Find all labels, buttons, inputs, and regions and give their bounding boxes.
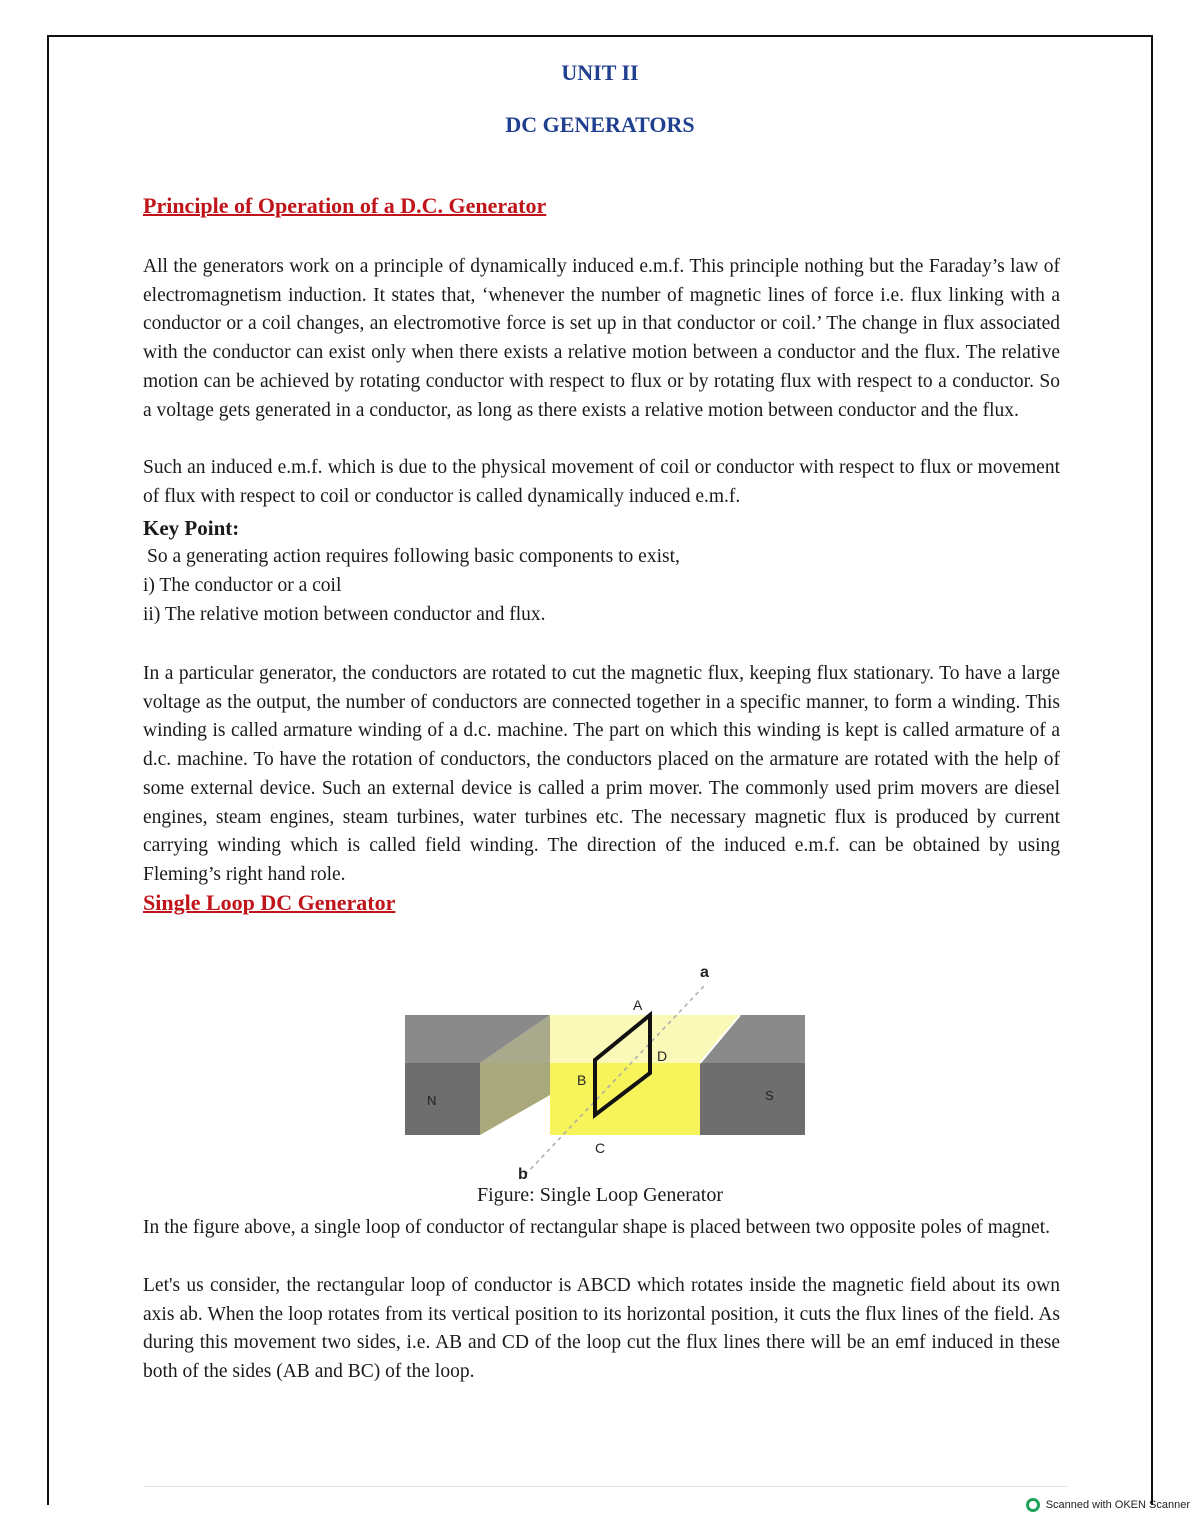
- section-heading-principle: Principle of Operation of a D.C. Generator: [143, 193, 547, 218]
- key-point-label: Key Point:: [143, 516, 240, 540]
- scanner-text: Scanned with OKEN Scanner: [1045, 1499, 1190, 1511]
- label-axis-a: a: [700, 964, 709, 981]
- paragraph-dynamic-emf: Such an induced e.m.f. which is due to the physical movement of coil or conductor with respect to flux or movement of flux with respect to coil or conductor is called dynamically induced e.m.f.: [143, 457, 1060, 507]
- label-n: N: [427, 1093, 437, 1108]
- single-loop-generator-figure: [395, 955, 815, 1185]
- key-point-intro: So a generating action requires following basic components to exist,: [147, 546, 680, 567]
- unit-title: UNIT II: [561, 60, 639, 85]
- paragraph-loop-rotation: Let's us consider, the rectangular loop of conductor is ABCD which rotates inside the magnetic field about its own axis ab. When the loop rotates from its vertical position to its horizontal position, it cuts the flux lines of the field. As during this movement two sides, i.e. AB and CD of the loop cut the flux lines there will be an emf induced in these both of the sides (AB and BC) of the loop.: [143, 1275, 1060, 1383]
- paragraph-armature: In a particular generator, the conductors are rotated to cut the magnetic flux, keeping flux stationary. To have a large voltage as the output, the number of conductors are connected together in a specific manner, to form a winding. This winding is called armature winding of a d.c. machine. The part on which this winding is kept is called armature of a d.c. machine. To have the rotation of conductors, the conductors placed on the armature are rotated with the help of some external device. Such an external device is called a prim mover. The commonly used prim movers are diesel engines, steam engines, steam turbines, water turbines etc. The necessary magnetic flux is produced by current carrying winding which is called field winding. The direction of the induced e.m.f. can be obtained by using Fleming’s right hand role.: [143, 663, 1060, 885]
- n-pole-face: [405, 1063, 480, 1135]
- figure-caption: Figure: Single Loop Generator: [476, 1184, 724, 1206]
- label-b-corner: B: [577, 1072, 587, 1088]
- paragraph-single-loop: In the figure above, a single loop of conductor of rectangular shape is placed between two opposite poles of magnet.: [143, 1217, 1050, 1238]
- section-heading-single-loop: Single Loop DC Generator: [143, 890, 396, 915]
- label-d-corner: D: [657, 1048, 668, 1064]
- label-axis-b: b: [518, 1166, 528, 1183]
- document-title: DC GENERATORS: [505, 112, 695, 137]
- label-s: S: [765, 1088, 774, 1103]
- s-pole-face: [700, 1063, 805, 1135]
- key-point-item-1: i) The conductor or a coil: [143, 575, 342, 596]
- scanner-watermark: [1026, 1498, 1190, 1512]
- bottom-rule: [143, 1486, 1068, 1487]
- label-c-corner: C: [595, 1140, 606, 1156]
- key-point-item-2: ii) The relative motion between conductor and flux.: [143, 604, 546, 625]
- label-a-corner: A: [633, 997, 643, 1013]
- paragraph-principle: All the generators work on a principle of dynamically induced e.m.f. This principle nothing but the Faraday’s law of electromagnetism induction. It states that, ‘whenever the number of magnetic lines of force i.e. flux linking with a conductor or a coil changes, an electromotive force is set up in that conductor or coil.’ The change in flux associated with the conductor can exist only when there exists a relative motion between a conductor and the flux. The relative motion can be achieved by rotating conductor with respect to flux or by rotating flux with respect to a conductor. So a voltage gets generated in a conductor, as long as there exists a relative motion between conductor and the flux.: [143, 256, 1060, 421]
- scanner-logo-icon: [1026, 1498, 1040, 1512]
